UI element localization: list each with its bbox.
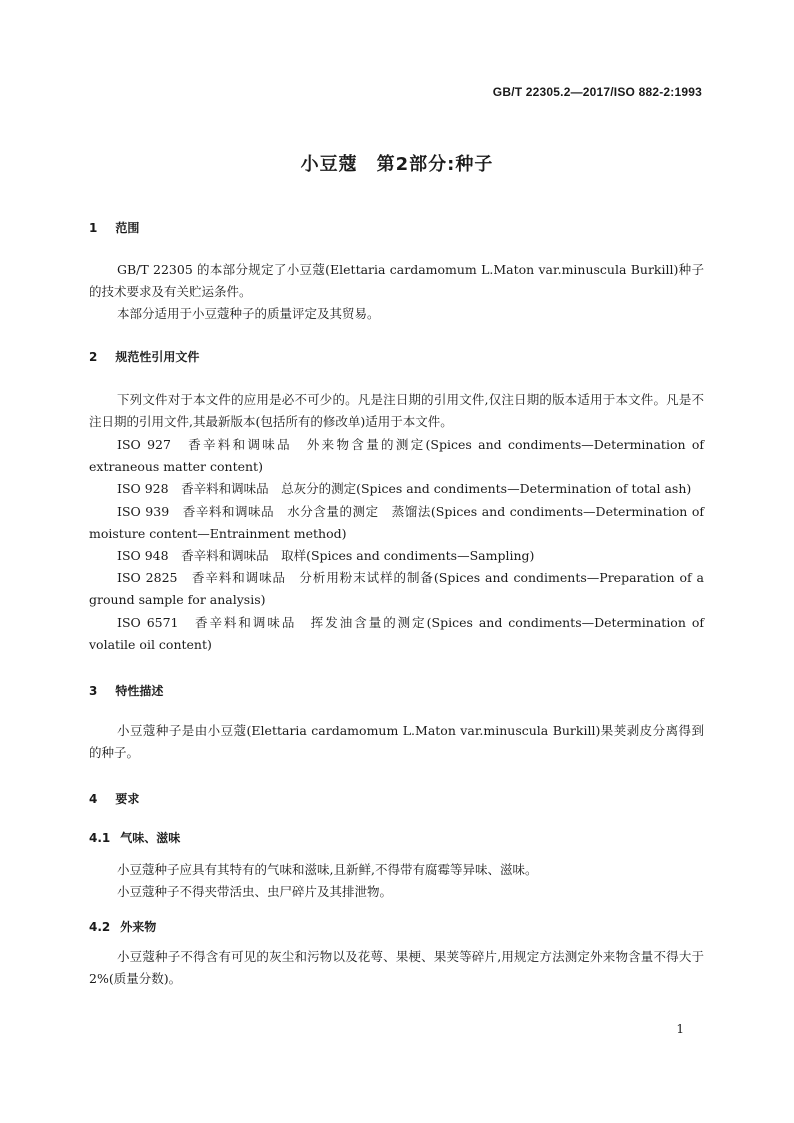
section-number: 4	[89, 792, 98, 806]
section-title: 范围	[115, 221, 140, 235]
section-1-heading	[89, 219, 139, 236]
extraneous-matter-paragraph: 小豆蔻种子不得含有可见的灰尘和污物以及花萼、果梗、果荚等碎片,用规定方法测定外来物含量不得大于2%(质量分数)。	[89, 949, 704, 987]
standard-code: GB/T 22305.2—2017/ISO 882-2:1993	[492, 85, 702, 99]
section-4-heading	[89, 790, 139, 807]
section-2-heading	[89, 348, 199, 365]
section-title: 规范性引用文件	[115, 350, 200, 364]
odour-flavour-paragraph-1: 小豆蔻种子应具有其特有的气味和滋味,且新鲜,不得带有腐霉等异味、滋味。	[117, 862, 538, 877]
section-number: 1	[89, 221, 98, 235]
section-3-heading	[89, 682, 163, 699]
reference-iso-2825: ISO 2825 香辛料和调味品 分析用粉末试样的制备(Spices and condiments—Preparation of a ground sample for analysis)	[89, 570, 704, 608]
reference-iso-928: ISO 928 香辛料和调味品 总灰分的测定(Spices and condiments—Determination of total ash)	[117, 481, 692, 496]
section-number: 3	[89, 684, 98, 698]
reference-iso-927: ISO 927 香辛料和调味品 外来物含量的测定(Spices and condiments—Determination of extraneous matter content)	[89, 437, 704, 475]
section-number: 2	[89, 350, 98, 364]
section-title: 要求	[115, 792, 140, 806]
section-title: 气味、滋味	[120, 831, 181, 845]
section-title: 外来物	[120, 920, 157, 934]
subsection-4-1-heading	[89, 829, 180, 846]
reference-iso-939: ISO 939 香辛料和调味品 水分含量的测定 蒸馏法(Spices and condiments—Determination of moisture content—Entrainment method)	[89, 504, 704, 542]
characteristics-paragraph: 小豆蔻种子是由小豆蔻(Elettaria cardamomum L.Maton var.minuscula Burkill)果荚剥皮分离得到的种子。	[89, 723, 704, 761]
section-number: 4.2	[89, 920, 111, 934]
reference-iso-6571: ISO 6571 香辛料和调味品 挥发油含量的测定(Spices and condiments—Determination of volatile oil content)	[89, 615, 704, 653]
scope-paragraph-2: 本部分适用于小豆蔻种子的质量评定及其贸易。	[117, 306, 380, 321]
document-title: 小豆蔻 第2部分:种子	[300, 154, 494, 175]
page-number: 1	[676, 1022, 684, 1036]
subsection-4-2-heading	[89, 918, 156, 935]
section-title: 特性描述	[115, 684, 164, 698]
section-number: 4.1	[89, 831, 111, 845]
scope-paragraph-1: GB/T 22305 的本部分规定了小豆蔻(Elettaria cardamomum L.Maton var.minuscula Burkill)种子的技术要求及有关贮运条件。	[89, 262, 704, 300]
odour-flavour-paragraph-2: 小豆蔻种子不得夹带活虫、虫尸碎片及其排泄物。	[117, 884, 393, 899]
normative-references-intro: 下列文件对于本文件的应用是必不可少的。凡是注日期的引用文件,仅注日期的版本适用于本文件。凡是不注日期的引用文件,其最新版本(包括所有的修改单)适用于本文件。	[89, 392, 704, 430]
reference-iso-948: ISO 948 香辛料和调味品 取样(Spices and condiments—Sampling)	[117, 548, 535, 563]
